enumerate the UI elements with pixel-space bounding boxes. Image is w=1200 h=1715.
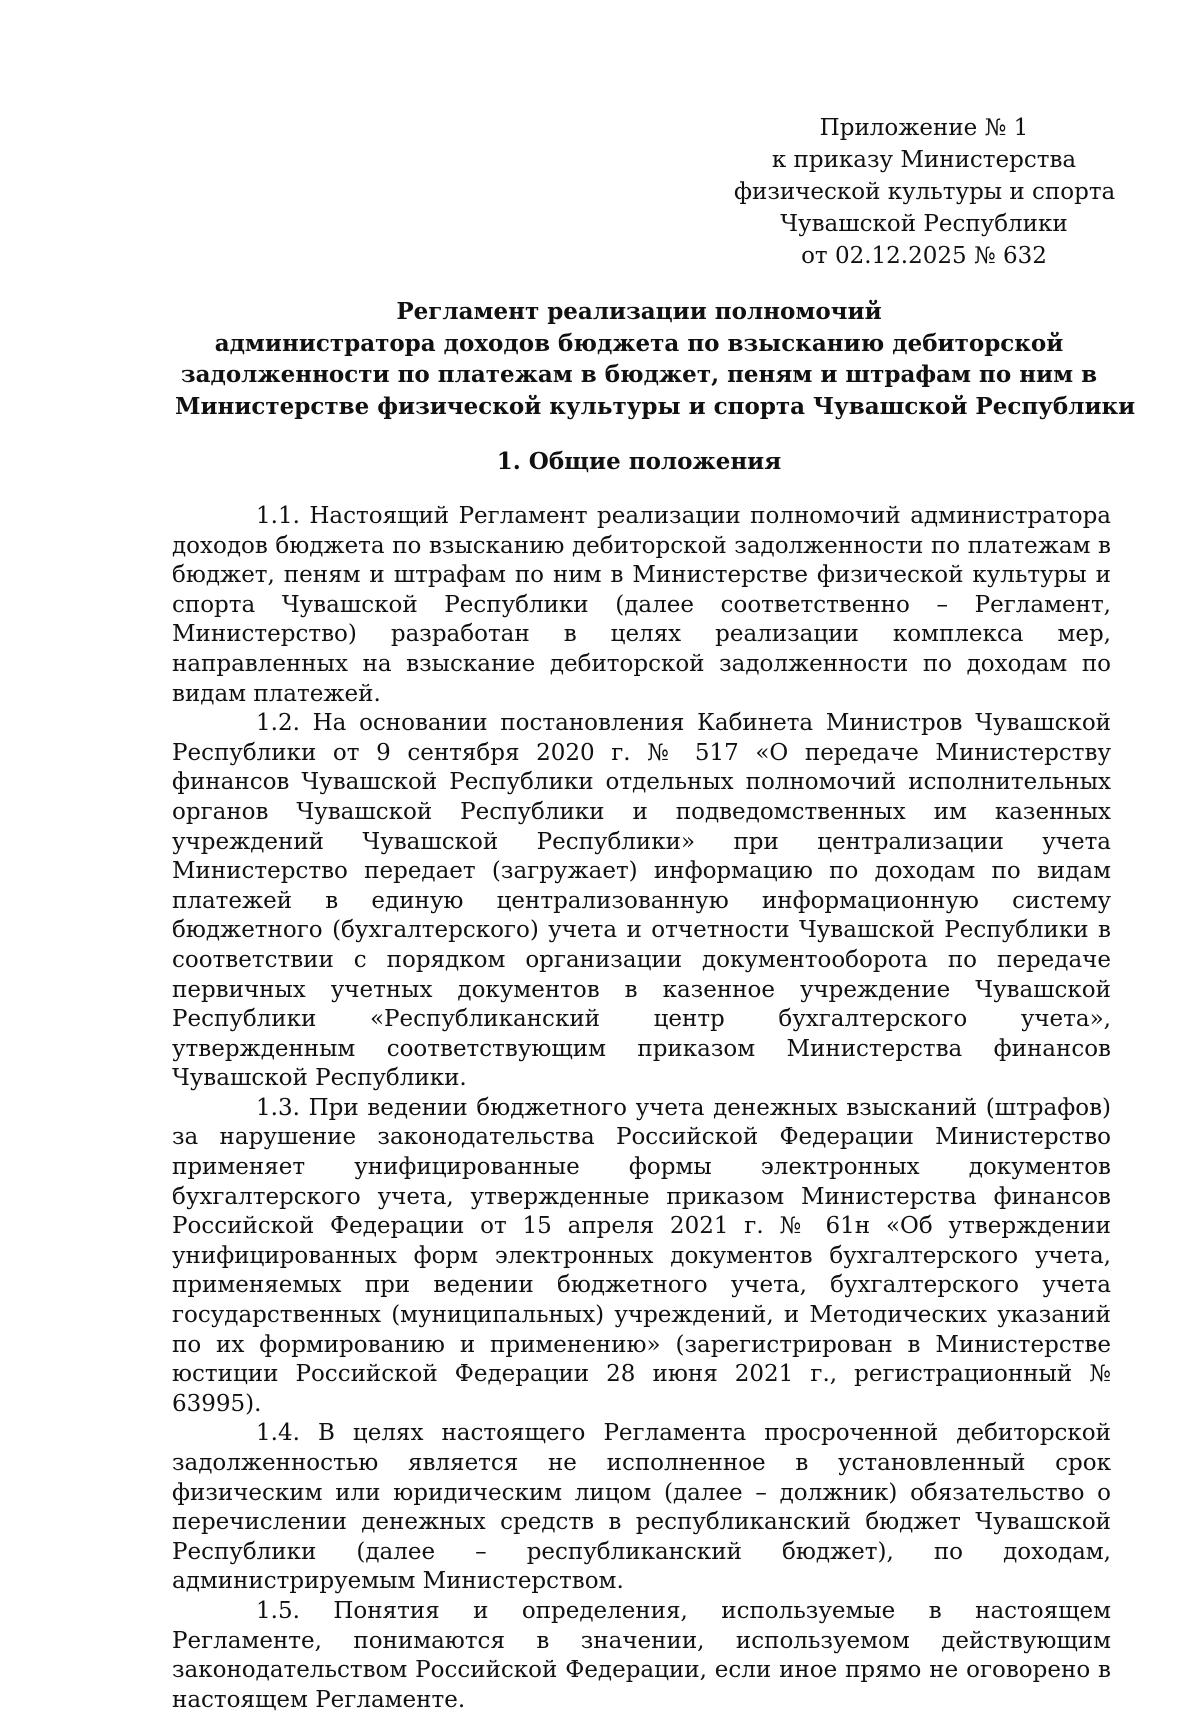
title-line: администратора доходов бюджета по взысканию дебиторской (214, 329, 1064, 357)
title-line: Министерстве физической культуры и спорта Чувашской Республики (175, 392, 1136, 420)
appendix-header (734, 112, 1114, 272)
title-line: задолженности по платежам в бюджет, пеням и штрафам по ним в (180, 361, 1098, 388)
document-title (175, 296, 1136, 422)
paragraph-1-5: 1.5. Понятия и определения, используемые в настоящем Регламенте, понимаются в значении, используемом действующим законодательством Российской Федерации, если иное прямо не оговорено в настоящем Регламенте. (172, 1597, 1111, 1713)
appendix-line: Приложение № 1 (819, 115, 1029, 141)
title-line: Регламент реализации полномочий (396, 298, 882, 325)
section-body (172, 502, 1111, 1715)
section-heading: 1. Общие положения (496, 448, 782, 475)
paragraph-1-3: 1.3. При ведении бюджетного учета денежных взысканий (штрафов) за нарушение законодательства Российской Федерации Министерство применяет унифицированные формы электронных документов бухгалтерского учета, утвержденные приказом Министерства финансов Российской Федерации от 15 апреля 2021 г. № 61н «Об утверждении унифицированных форм электронных документов бухгалтерского учета, применяемых при ведении бюджетного учета, бухгалтерского учета государственных (муниципальных) учреждений, и Методических указаний по их формированию и применению» (зарегистрирован в Министерстве юстиции Российской Федерации 28 июня 2021 г., регистрационный № 63995). (172, 1094, 1111, 1417)
paragraph-1-1: 1.1. Настоящий Регламент реализации полномочий администратора доходов бюджета по взысканию дебиторской задолженности по платежам в бюджет, пеням и штрафам по ним в Министерстве физической культуры и спорта Чувашской Республики (далее соответственно – Регламент, Министерство) разработан в целях реализации комплекса мер, направленных на взыскание дебиторской задолженности по доходам по видам платежей. (172, 503, 1111, 707)
appendix-line: Чувашской Республики (780, 211, 1068, 237)
appendix-line: физической культуры и спорта (734, 179, 1116, 205)
paragraph-1-4: 1.4. В целях настоящего Регламента просроченной дебиторской задолженностью является не исполненное в установленный срок физическим или юридическим лицом (далее – должник) обязательство о перечислении денежных средств в республиканский бюджет Чувашской Республики (далее – республиканский бюджет), по доходам, администрируемым Министерством. (172, 1420, 1111, 1595)
appendix-line: от 02.12.2025 № 632 (801, 243, 1047, 269)
paragraph-1-2: 1.2. На основании постановления Кабинета Министров Чувашской Республики от 9 сентября 2020 г. № 517 «О передаче Министерству финансов Чувашской Республики отдельных полномочий исполнительных органов Чувашской Республики и подведомственных им казенных учреждений Чувашской Республики» при централизации учета Министерство передает (загружает) информацию по доходам по видам платежей в единую централизованную информационную систему бюджетного (бухгалтерского) учета и отчетности Чувашской Республики в соответствии с порядком организации документооборота по передаче первичных учетных документов в казенное учреждение Чувашской Республики «Республиканский центр бухгалтерского учета», утвержденным соответствующим приказом Министерства финансов Чувашской Республики. (172, 710, 1111, 1092)
appendix-line: к приказу Министерства (771, 147, 1077, 173)
